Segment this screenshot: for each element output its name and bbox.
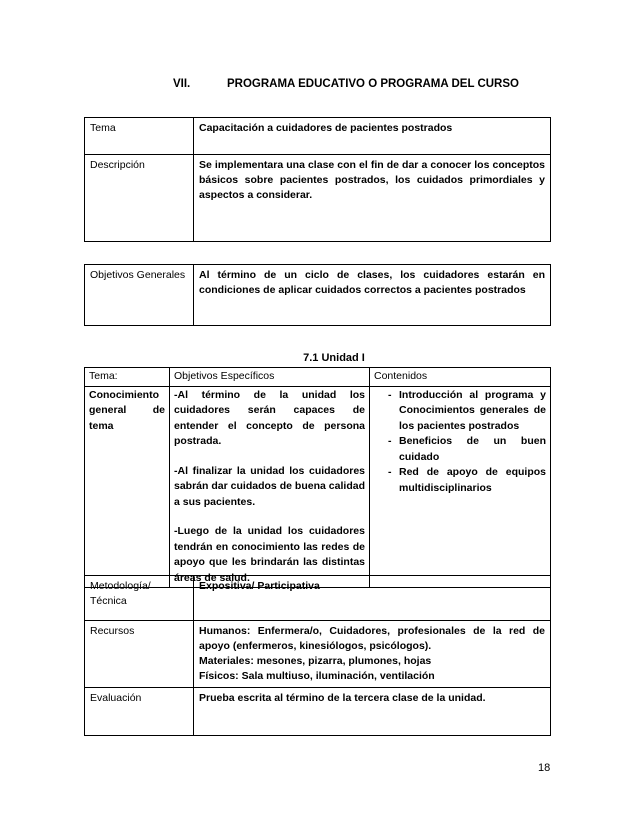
tema-value: Capacitación a cuidadores de pacientes postrados (194, 118, 551, 155)
recursos-materiales: Materiales: mesones, pizarra, plumones, hojas (199, 655, 432, 667)
descripcion-value: Se implementara una clase con el fin de dar a conocer los conceptos básicos sobre pacientes postrados, los cuidados primordiales y aspectos a considerar. (194, 155, 551, 242)
unit-title: 7.1 Unidad I (303, 352, 365, 364)
descripcion-label: Descripción (85, 155, 194, 242)
course-info-table (84, 117, 551, 242)
objetivos-generales-label: Objetivos Generales (85, 265, 194, 326)
section-title: PROGRAMA EDUCATIVO O PROGRAMA DEL CURSO (227, 78, 519, 90)
contenido-item: - Introducción al programa y Conocimientos generales de los pacientes postrados (388, 388, 546, 432)
unit-objetivos (170, 386, 370, 588)
objetivo-item: -Al finalizar la unidad los cuidadores sabrán dar cuidados de buena calidad a sus pacientes. (174, 464, 365, 508)
unit-table (84, 367, 551, 588)
recursos-label: Recursos (85, 621, 194, 688)
contenido-item: - Red de apoyo de equipos multidisciplinarios (388, 466, 546, 494)
contenido-item: - Beneficios de un buen cuidado (388, 435, 546, 463)
unit-header-contenidos: Contenidos (370, 368, 551, 387)
objetivos-generales-value: Al término de un ciclo de clases, los cuidadores estarán en condiciones de aplicar cuidados correctos a pacientes postrados (194, 265, 551, 326)
recursos-fisicos: Físicos: Sala multiuso, iluminación, ventilación (199, 670, 435, 682)
unit-header-objetivos: Objetivos Específicos (170, 368, 370, 387)
objetivo-item: -Luego de la unidad los cuidadores tendrán en conocimiento las redes de apoyo que les brindarán las distintas áreas de salud. (174, 525, 365, 584)
objectives-table (84, 264, 551, 326)
metodologia-label: Metodología/ Técnica (85, 576, 194, 621)
unit-header-tema: Tema: (85, 368, 170, 387)
evaluacion-value: Prueba escrita al término de la tercera clase de la unidad. (194, 688, 551, 736)
page-number: 18 (538, 762, 551, 774)
objetivo-item: -Al término de la unidad los cuidadores serán capaces de entender el concepto de persona postrada. (174, 388, 365, 447)
recursos-value (194, 621, 551, 688)
recursos-humanos: Humanos: Enfermera/o, Cuidadores, profesionales de la red de apoyo (enfermeros, kinesiólogos, psicólogos). (199, 625, 545, 652)
tema-label: Tema (85, 118, 194, 155)
methodology-table (84, 575, 551, 736)
section-number: VII. (173, 78, 191, 90)
evaluacion-label: Evaluación (85, 688, 194, 736)
metodologia-value: Expositiva/ Participativa (194, 576, 551, 621)
unit-contenidos (370, 386, 551, 588)
unit-tema: Conocimiento general de tema (85, 386, 170, 588)
